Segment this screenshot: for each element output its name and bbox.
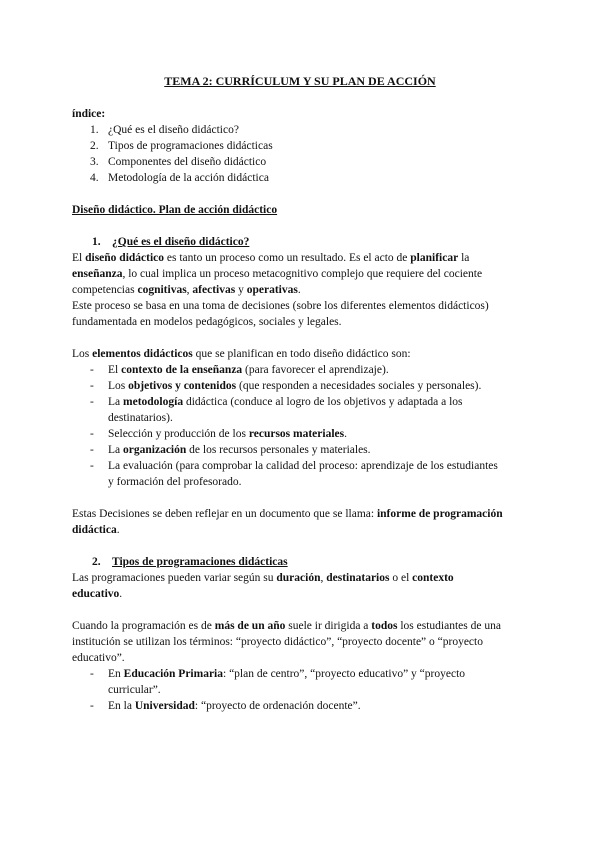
paragraph-line: institución se utilizan los términos: “proyecto didáctico”, “proyecto docente” o “proyecto [72, 636, 483, 648]
bold-term: organización [123, 444, 187, 456]
text-run: Los [72, 348, 93, 360]
bold-term: todos [371, 620, 398, 632]
bold-term: enseñanza [72, 268, 123, 280]
bold-term: recursos materiales [248, 428, 345, 440]
list-item-continuation [90, 474, 530, 490]
bullet-dash: - [90, 668, 94, 680]
paragraph-line [72, 266, 532, 282]
paragraph-line: fundamentada en modelos pedagógicos, sociales y legales. [72, 316, 342, 328]
subsection-title: ¿Qué es el diseño didáctico? [112, 236, 250, 248]
text-run: de los recursos personales y materiales. [186, 444, 371, 456]
text-run: (para favorecer el aprendizaje). [242, 364, 389, 376]
subsection-title: Tipos de programaciones didácticas [112, 556, 288, 568]
index-item [90, 154, 266, 170]
text-run: Estas Decisiones se deben reflejar en un documento que se llama: [72, 508, 377, 520]
list-item [90, 378, 530, 394]
index-item [90, 170, 269, 186]
bullet-dash: - [90, 380, 94, 392]
bold-term: educativo [72, 588, 120, 600]
text-run: : “proyecto de ordenación docente”. [194, 700, 361, 712]
paragraph-line [72, 250, 532, 266]
list-item [90, 698, 530, 714]
index-text: Tipos de programaciones didácticas [108, 140, 273, 152]
text-run: En [108, 668, 124, 680]
text-run: . [119, 588, 123, 600]
text-run: , lo cual implica un proceso metacognitivo complejo que requiere del cociente [122, 268, 483, 280]
text-run: la [458, 252, 470, 264]
list-item-continuation [90, 410, 530, 426]
bold-term: contexto de la enseñanza [121, 364, 243, 376]
bold-term: Universidad [134, 700, 195, 712]
subsection-number: 1. [92, 236, 101, 248]
index-item [90, 122, 239, 138]
text-run: Los [108, 380, 129, 392]
subsection-number: 2. [92, 556, 101, 568]
paragraph-line: educativo”. [72, 652, 125, 664]
bold-term: metodología [123, 396, 184, 408]
text-run: suele ir dirigida a [285, 620, 372, 632]
bold-term: Educación Primaria [123, 668, 223, 680]
list-item-continuation [90, 682, 530, 698]
bullet-dash: - [90, 460, 94, 472]
bold-term: más de un año [214, 620, 286, 632]
text-run: , [320, 572, 327, 584]
text-run: El [72, 252, 86, 264]
text-run: . [344, 428, 347, 440]
bullet-dash: - [90, 700, 94, 712]
bullet-dash: - [90, 364, 94, 376]
bold-term: operativas [246, 284, 298, 296]
bold-term: informe de programación [376, 508, 503, 520]
text-run: . [116, 524, 120, 536]
index-number: 2. [90, 140, 99, 152]
text-run: didáctica (conduce al logro de los objetivos y adaptada a los [183, 396, 463, 408]
paragraph-line [72, 282, 532, 298]
list-item [90, 666, 530, 682]
bold-term: afectivas [192, 284, 236, 296]
paragraph-line [72, 570, 532, 586]
text-run: Selección y producción de los [108, 428, 249, 440]
bold-term: cognitivas [137, 284, 187, 296]
text-run: . [297, 284, 301, 296]
bold-term: contexto [412, 572, 454, 584]
index-number: 3. [90, 156, 99, 168]
index-label: índice: [72, 108, 106, 120]
paragraph-line [72, 506, 532, 522]
text-run: : “plan de centro”, “proyecto educativo” y “proyecto [223, 668, 466, 680]
index-item [90, 138, 273, 154]
text-run: El [108, 364, 122, 376]
list-item [90, 426, 530, 442]
page-title: TEMA 2: CURRÍCULUM Y SU PLAN DE ACCIÓN [164, 74, 436, 88]
text-run: En la [108, 700, 135, 712]
paragraph-line [72, 618, 532, 634]
text-run: es tanto un proceso como un resultado. Es el acto de [164, 252, 411, 264]
subsection-heading-2 [92, 554, 288, 570]
bold-term: duración [276, 572, 321, 584]
text-run: La [108, 396, 124, 408]
index-text: Componentes del diseño didáctico [108, 156, 267, 168]
bullet-dash: - [90, 396, 94, 408]
text-run: curricular”. [108, 684, 161, 696]
index-text: Metodología de la acción didáctica [108, 172, 269, 184]
index-text: ¿Qué es el diseño didáctico? [108, 124, 239, 136]
paragraph-line [72, 586, 532, 602]
list-item [90, 394, 530, 410]
bold-term: elementos didácticos [92, 348, 193, 360]
text-run: , [186, 284, 193, 296]
text-run: competencias [72, 284, 138, 296]
section-heading: Diseño didáctico. Plan de acción didáctico [72, 204, 278, 216]
paragraph-line: Este proceso se basa en una toma de decisiones (sobre los diferentes elementos didácticos) [72, 300, 489, 312]
text-run: destinatarios). [108, 412, 173, 424]
index-number: 4. [90, 172, 99, 184]
bullet-dash: - [90, 428, 94, 440]
bold-term: diseño didáctico [85, 252, 165, 264]
text-run: los estudiantes de una [397, 620, 501, 632]
bold-term: planificar [410, 252, 459, 264]
text-run: La [108, 444, 124, 456]
paragraph-line [72, 346, 532, 362]
text-run: (que responden a necesidades sociales y personales). [236, 380, 482, 392]
text-run: y formación del profesorado. [108, 476, 242, 488]
bold-term: didáctica [72, 524, 117, 536]
list-item [90, 442, 530, 458]
bullet-dash: - [90, 444, 94, 456]
bold-term: objetivos y contenidos [128, 380, 237, 392]
subsection-heading-1 [92, 234, 249, 250]
index-number: 1. [90, 124, 99, 136]
paragraph-line [72, 522, 532, 538]
text-run: La evaluación (para comprobar la calidad del proceso: aprendizaje de los estudiantes [108, 460, 498, 472]
text-run: o el [389, 572, 413, 584]
text-run: Cuando la programación es de [72, 620, 215, 632]
list-item [90, 458, 530, 474]
text-run: Las programaciones pueden variar según su [72, 572, 277, 584]
text-run: que se planifican en todo diseño didáctico son: [192, 348, 411, 360]
bold-term: destinatarios [326, 572, 390, 584]
list-item [90, 362, 530, 378]
text-run: y [235, 284, 247, 296]
